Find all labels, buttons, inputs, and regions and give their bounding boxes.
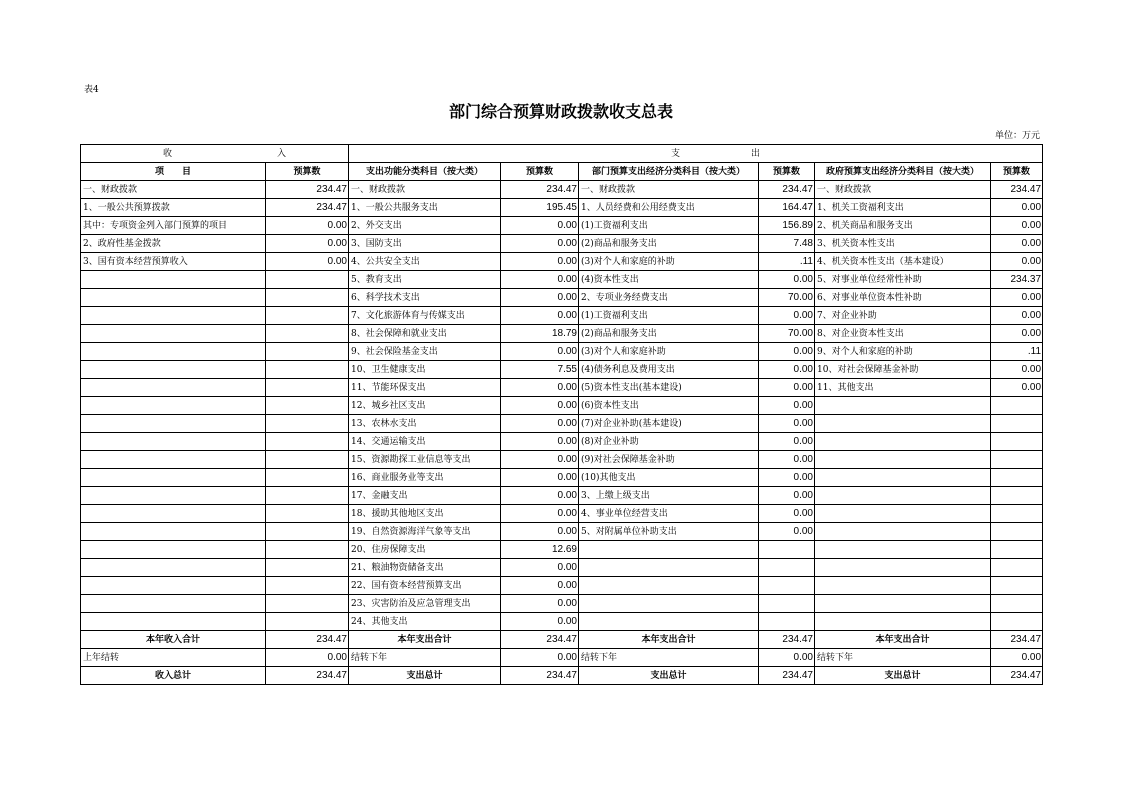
income-item-cell	[81, 559, 266, 577]
dept-econ-budget-cell: 70.00	[759, 325, 815, 343]
table-row	[81, 253, 1043, 271]
gov-econ-budget-cell: 0.00	[991, 253, 1043, 271]
income-budget-cell	[266, 577, 349, 595]
table-row	[81, 379, 1043, 397]
func-budget-cell: 0.00	[501, 415, 579, 433]
unit-label: 单位：万元	[994, 131, 1040, 141]
gov-econ-budget-cell	[991, 487, 1043, 505]
income-item-cell	[81, 469, 266, 487]
gov-econ-budget-cell	[991, 451, 1043, 469]
table-row	[81, 577, 1043, 595]
func-budget-cell: 0.00	[501, 613, 579, 631]
func-item-cell: 16、商业服务业等支出	[349, 469, 501, 487]
income-item-summary-cell: 本年收入合计	[81, 631, 266, 649]
dept-econ-budget-cell: 0.00	[759, 487, 815, 505]
gov-econ-item-cell: 5、对事业单位经常性补助	[815, 271, 991, 289]
gov-econ-item-cell	[815, 451, 991, 469]
gov-econ-budget-summary-cell: 234.47	[991, 631, 1043, 649]
gov-econ-budget-cell	[991, 613, 1043, 631]
func-item-cell: 6、科学技术支出	[349, 289, 501, 307]
table-row	[81, 505, 1043, 523]
dept-econ-budget-cell: 234.47	[759, 181, 815, 199]
func-item-cell: 23、灾害防治及应急管理支出	[349, 595, 501, 613]
income-item-cell	[81, 325, 266, 343]
income-item-summary-cell: 收入总计	[81, 667, 266, 685]
gov-econ-budget-cell: 0.00	[991, 361, 1043, 379]
table-row	[81, 235, 1043, 253]
func-budget-cell: 0.00	[501, 253, 579, 271]
table-row	[81, 415, 1043, 433]
func-budget-cell: 0.00	[501, 379, 579, 397]
func-item-cell: 10、卫生健康支出	[349, 361, 501, 379]
gov-econ-item-cell	[815, 559, 991, 577]
table-row	[81, 469, 1043, 487]
func-budget-cell: 195.45	[501, 199, 579, 217]
summary-row	[81, 667, 1043, 685]
income-item-cell	[81, 505, 266, 523]
dept-econ-item-cell	[579, 559, 759, 577]
table-row	[81, 307, 1043, 325]
table-row	[81, 217, 1043, 235]
income-item-cell	[81, 343, 266, 361]
func-item-cell: 18、援助其他地区支出	[349, 505, 501, 523]
func-budget-cell: 0.00	[501, 487, 579, 505]
dept-econ-budget-cell	[759, 541, 815, 559]
table-row	[81, 559, 1043, 577]
dept-econ-budget-cell: 164.47	[759, 199, 815, 217]
func-item-cell: 一、财政拨款	[349, 181, 501, 199]
dept-econ-item-cell: (10)其他支出	[579, 469, 759, 487]
dept-econ-item-cell: 4、事业单位经营支出	[579, 505, 759, 523]
func-item-cell: 22、国有资本经营预算支出	[349, 577, 501, 595]
page-title: 部门综合预算财政拨款收支总表	[448, 102, 673, 121]
income-item-cell: 2、政府性基金拨款	[81, 235, 266, 253]
func-budget-cell: 0.00	[501, 307, 579, 325]
gov-econ-item-cell: 3、机关资本性支出	[815, 235, 991, 253]
gov-econ-item-summary-cell: 本年支出合计	[815, 631, 991, 649]
income-budget-cell	[266, 505, 349, 523]
gov-econ-item-cell: 10、对社会保障基金补助	[815, 361, 991, 379]
dept-econ-item-summary-cell: 结转下年	[579, 649, 759, 667]
col-header-func: 支出功能分类科目（按大类）	[349, 163, 501, 181]
table-row	[81, 343, 1043, 361]
gov-econ-item-cell	[815, 415, 991, 433]
func-item-cell: 4、公共安全支出	[349, 253, 501, 271]
func-budget-cell: 0.00	[501, 559, 579, 577]
table-row	[81, 271, 1043, 289]
income-item-cell	[81, 415, 266, 433]
func-budget-cell: 0.00	[501, 469, 579, 487]
income-budget-cell	[266, 595, 349, 613]
income-budget-cell	[266, 343, 349, 361]
dept-econ-item-cell: 1、人员经费和公用经费支出	[579, 199, 759, 217]
func-item-cell: 19、自然资源海洋气象等支出	[349, 523, 501, 541]
func-budget-cell: 0.00	[501, 289, 579, 307]
dept-econ-item-cell	[579, 613, 759, 631]
income-item-cell	[81, 433, 266, 451]
income-budget-cell	[266, 487, 349, 505]
gov-econ-budget-cell	[991, 505, 1043, 523]
dept-econ-budget-cell: 156.89	[759, 217, 815, 235]
func-budget-cell: 0.00	[501, 217, 579, 235]
income-budget-cell	[266, 541, 349, 559]
summary-row	[81, 631, 1043, 649]
func-item-cell: 20、住房保障支出	[349, 541, 501, 559]
income-item-cell	[81, 307, 266, 325]
dept-econ-item-summary-cell: 本年支出合计	[579, 631, 759, 649]
dept-econ-budget-cell: 70.00	[759, 289, 815, 307]
dept-econ-budget-cell: 0.00	[759, 415, 815, 433]
table-row	[81, 397, 1043, 415]
dept-econ-item-cell: (9)对社会保障基金补助	[579, 451, 759, 469]
income-section-header: 收 入	[81, 145, 349, 163]
table-row	[81, 181, 1043, 199]
gov-econ-item-cell	[815, 433, 991, 451]
income-item-cell: 其中：专项资金列入部门预算的项目	[81, 217, 266, 235]
gov-econ-item-cell: 7、对企业补助	[815, 307, 991, 325]
income-budget-summary-cell: 234.47	[266, 631, 349, 649]
budget-table	[80, 144, 1043, 685]
func-budget-cell: 0.00	[501, 235, 579, 253]
dept-econ-item-cell	[579, 541, 759, 559]
dept-econ-budget-cell: 0.00	[759, 271, 815, 289]
func-budget-summary-cell: 234.47	[501, 667, 579, 685]
dept-econ-item-cell	[579, 577, 759, 595]
gov-econ-item-cell	[815, 613, 991, 631]
gov-econ-budget-cell	[991, 415, 1043, 433]
income-budget-cell	[266, 307, 349, 325]
income-item-summary-cell: 上年结转	[81, 649, 266, 667]
income-budget-cell	[266, 415, 349, 433]
income-budget-cell	[266, 361, 349, 379]
dept-econ-budget-cell	[759, 559, 815, 577]
col-header-budget: 预算数	[759, 163, 815, 181]
income-budget-cell	[266, 325, 349, 343]
func-budget-cell: 0.00	[501, 343, 579, 361]
gov-econ-budget-cell	[991, 433, 1043, 451]
section-header-row	[81, 145, 1043, 163]
dept-econ-item-cell: (4)资本性支出	[579, 271, 759, 289]
gov-econ-budget-cell: 234.47	[991, 181, 1043, 199]
income-budget-cell	[266, 289, 349, 307]
income-budget-cell	[266, 379, 349, 397]
dept-econ-item-cell: (7)对企业补助(基本建设)	[579, 415, 759, 433]
income-budget-cell: 0.00	[266, 217, 349, 235]
dept-econ-item-cell: (8)对企业补助	[579, 433, 759, 451]
table-row	[81, 541, 1043, 559]
func-budget-cell: 18.79	[501, 325, 579, 343]
income-item-cell	[81, 397, 266, 415]
table-number: 表4	[84, 85, 99, 95]
income-item-cell	[81, 541, 266, 559]
func-item-summary-cell: 结转下年	[349, 649, 501, 667]
func-item-cell: 1、一般公共服务支出	[349, 199, 501, 217]
dept-econ-budget-cell: 0.00	[759, 433, 815, 451]
func-item-cell: 14、交通运输支出	[349, 433, 501, 451]
gov-econ-item-cell	[815, 523, 991, 541]
gov-econ-item-summary-cell: 支出总计	[815, 667, 991, 685]
gov-econ-budget-cell	[991, 559, 1043, 577]
col-header-dept-econ: 部门预算支出经济分类科目（按大类）	[579, 163, 759, 181]
dept-econ-item-cell: (1)工资福利支出	[579, 217, 759, 235]
gov-econ-budget-cell: 0.00	[991, 199, 1043, 217]
func-budget-cell: 0.00	[501, 577, 579, 595]
dept-econ-budget-cell: 0.00	[759, 361, 815, 379]
dept-econ-item-cell: (3)对个人和家庭补助	[579, 343, 759, 361]
col-header-gov-econ: 政府预算支出经济分类科目（按大类）	[815, 163, 991, 181]
income-budget-cell	[266, 559, 349, 577]
gov-econ-budget-cell	[991, 577, 1043, 595]
dept-econ-item-cell: (2)商品和服务支出	[579, 235, 759, 253]
dept-econ-budget-cell: 7.48	[759, 235, 815, 253]
gov-econ-item-cell	[815, 577, 991, 595]
dept-econ-budget-cell	[759, 577, 815, 595]
income-budget-cell	[266, 523, 349, 541]
income-item-cell: 1、一般公共预算拨款	[81, 199, 266, 217]
func-budget-cell: 0.00	[501, 433, 579, 451]
gov-econ-budget-summary-cell: 234.47	[991, 667, 1043, 685]
dept-econ-budget-cell: 0.00	[759, 307, 815, 325]
income-budget-summary-cell: 0.00	[266, 649, 349, 667]
income-item-cell	[81, 577, 266, 595]
gov-econ-budget-cell: 0.00	[991, 235, 1043, 253]
func-budget-cell: 12.69	[501, 541, 579, 559]
dept-econ-budget-cell: 0.00	[759, 379, 815, 397]
dept-econ-budget-summary-cell: 234.47	[759, 631, 815, 649]
income-budget-cell	[266, 397, 349, 415]
func-item-cell: 8、社会保障和就业支出	[349, 325, 501, 343]
income-item-cell	[81, 451, 266, 469]
gov-econ-item-cell	[815, 397, 991, 415]
col-header-budget: 预算数	[991, 163, 1043, 181]
gov-econ-item-summary-cell: 结转下年	[815, 649, 991, 667]
func-budget-cell: 234.47	[501, 181, 579, 199]
func-budget-cell: 7.55	[501, 361, 579, 379]
gov-econ-budget-cell: 0.00	[991, 217, 1043, 235]
income-item-cell	[81, 523, 266, 541]
gov-econ-item-cell	[815, 487, 991, 505]
income-item-cell	[81, 487, 266, 505]
summary-row	[81, 649, 1043, 667]
dept-econ-budget-cell: 0.00	[759, 343, 815, 361]
dept-econ-budget-cell: 0.00	[759, 505, 815, 523]
income-item-cell	[81, 271, 266, 289]
func-item-cell: 24、其他支出	[349, 613, 501, 631]
table-row	[81, 325, 1043, 343]
table-row	[81, 613, 1043, 631]
dept-econ-item-cell: (3)对个人和家庭的补助	[579, 253, 759, 271]
func-budget-summary-cell: 234.47	[501, 631, 579, 649]
dept-econ-item-cell: (4)债务利息及费用支出	[579, 361, 759, 379]
table-row	[81, 199, 1043, 217]
dept-econ-item-cell: 3、上缴上级支出	[579, 487, 759, 505]
income-budget-cell: 0.00	[266, 235, 349, 253]
income-item-cell	[81, 289, 266, 307]
income-budget-cell	[266, 271, 349, 289]
gov-econ-budget-cell	[991, 595, 1043, 613]
func-item-cell: 13、农林水支出	[349, 415, 501, 433]
income-item-cell: 一、财政拨款	[81, 181, 266, 199]
income-item-cell	[81, 361, 266, 379]
gov-econ-budget-cell: 0.00	[991, 289, 1043, 307]
gov-econ-budget-cell: 0.00	[991, 379, 1043, 397]
income-budget-cell: 234.47	[266, 181, 349, 199]
func-budget-cell: 0.00	[501, 451, 579, 469]
dept-econ-item-cell: (2)商品和服务支出	[579, 325, 759, 343]
table-row	[81, 433, 1043, 451]
func-item-cell: 21、粮油物资储备支出	[349, 559, 501, 577]
dept-econ-budget-cell	[759, 613, 815, 631]
dept-econ-item-summary-cell: 支出总计	[579, 667, 759, 685]
func-budget-cell: 0.00	[501, 595, 579, 613]
table-row	[81, 523, 1043, 541]
func-item-cell: 17、金融支出	[349, 487, 501, 505]
dept-econ-budget-cell: 0.00	[759, 451, 815, 469]
col-header-item: 项 目	[81, 163, 266, 181]
func-budget-cell: 0.00	[501, 397, 579, 415]
dept-econ-budget-summary-cell: 234.47	[759, 667, 815, 685]
gov-econ-budget-cell: 0.00	[991, 325, 1043, 343]
func-item-cell: 12、城乡社区支出	[349, 397, 501, 415]
gov-econ-item-cell: 2、机关商品和服务支出	[815, 217, 991, 235]
gov-econ-item-cell: 8、对企业资本性支出	[815, 325, 991, 343]
func-budget-cell: 0.00	[501, 523, 579, 541]
income-item-cell	[81, 613, 266, 631]
expense-section-header: 支 出	[349, 145, 1043, 163]
func-item-cell: 2、外交支出	[349, 217, 501, 235]
dept-econ-item-cell: 一、财政拨款	[579, 181, 759, 199]
dept-econ-budget-cell: 0.00	[759, 397, 815, 415]
income-budget-cell	[266, 613, 349, 631]
income-budget-cell: 0.00	[266, 253, 349, 271]
table-row	[81, 451, 1043, 469]
gov-econ-item-cell: 11、其他支出	[815, 379, 991, 397]
gov-econ-item-cell	[815, 541, 991, 559]
col-header-budget: 预算数	[266, 163, 349, 181]
dept-econ-budget-cell: 0.00	[759, 523, 815, 541]
dept-econ-item-cell: 2、专项业务经费支出	[579, 289, 759, 307]
gov-econ-item-cell: 9、对个人和家庭的补助	[815, 343, 991, 361]
table-row	[81, 595, 1043, 613]
dept-econ-item-cell: (6)资本性支出	[579, 397, 759, 415]
income-budget-cell	[266, 433, 349, 451]
income-budget-cell	[266, 451, 349, 469]
gov-econ-budget-cell: 234.37	[991, 271, 1043, 289]
gov-econ-item-cell: 6、对事业单位资本性补助	[815, 289, 991, 307]
income-item-cell	[81, 595, 266, 613]
income-budget-summary-cell: 234.47	[266, 667, 349, 685]
income-item-cell	[81, 379, 266, 397]
func-item-cell: 3、国防支出	[349, 235, 501, 253]
dept-econ-budget-cell	[759, 595, 815, 613]
gov-econ-item-cell	[815, 595, 991, 613]
dept-econ-budget-cell: .11	[759, 253, 815, 271]
gov-econ-item-cell: 4、机关资本性支出（基本建设）	[815, 253, 991, 271]
table-row	[81, 289, 1043, 307]
column-header-row	[81, 163, 1043, 181]
gov-econ-item-cell: 一、财政拨款	[815, 181, 991, 199]
income-budget-cell	[266, 469, 349, 487]
gov-econ-budget-cell: 0.00	[991, 307, 1043, 325]
dept-econ-budget-cell: 0.00	[759, 469, 815, 487]
income-item-cell: 3、国有资本经营预算收入	[81, 253, 266, 271]
gov-econ-budget-summary-cell: 0.00	[991, 649, 1043, 667]
col-header-budget: 预算数	[501, 163, 579, 181]
func-budget-cell: 0.00	[501, 505, 579, 523]
func-item-cell: 5、教育支出	[349, 271, 501, 289]
dept-econ-item-cell: (1)工资福利支出	[579, 307, 759, 325]
func-item-cell: 15、资源勘探工业信息等支出	[349, 451, 501, 469]
income-budget-cell: 234.47	[266, 199, 349, 217]
gov-econ-budget-cell	[991, 541, 1043, 559]
func-item-summary-cell: 支出总计	[349, 667, 501, 685]
gov-econ-budget-cell	[991, 469, 1043, 487]
gov-econ-item-cell	[815, 469, 991, 487]
gov-econ-budget-cell	[991, 523, 1043, 541]
func-budget-summary-cell: 0.00	[501, 649, 579, 667]
dept-econ-item-cell	[579, 595, 759, 613]
func-item-summary-cell: 本年支出合计	[349, 631, 501, 649]
func-item-cell: 7、文化旅游体育与传媒支出	[349, 307, 501, 325]
gov-econ-item-cell: 1、机关工资福利支出	[815, 199, 991, 217]
func-budget-cell: 0.00	[501, 271, 579, 289]
dept-econ-item-cell: (5)资本性支出(基本建设)	[579, 379, 759, 397]
func-item-cell: 11、节能环保支出	[349, 379, 501, 397]
gov-econ-item-cell	[815, 505, 991, 523]
dept-econ-budget-summary-cell: 0.00	[759, 649, 815, 667]
table-row	[81, 361, 1043, 379]
func-item-cell: 9、社会保险基金支出	[349, 343, 501, 361]
gov-econ-budget-cell	[991, 397, 1043, 415]
gov-econ-budget-cell: .11	[991, 343, 1043, 361]
dept-econ-item-cell: 5、对附属单位补助支出	[579, 523, 759, 541]
table-row	[81, 487, 1043, 505]
